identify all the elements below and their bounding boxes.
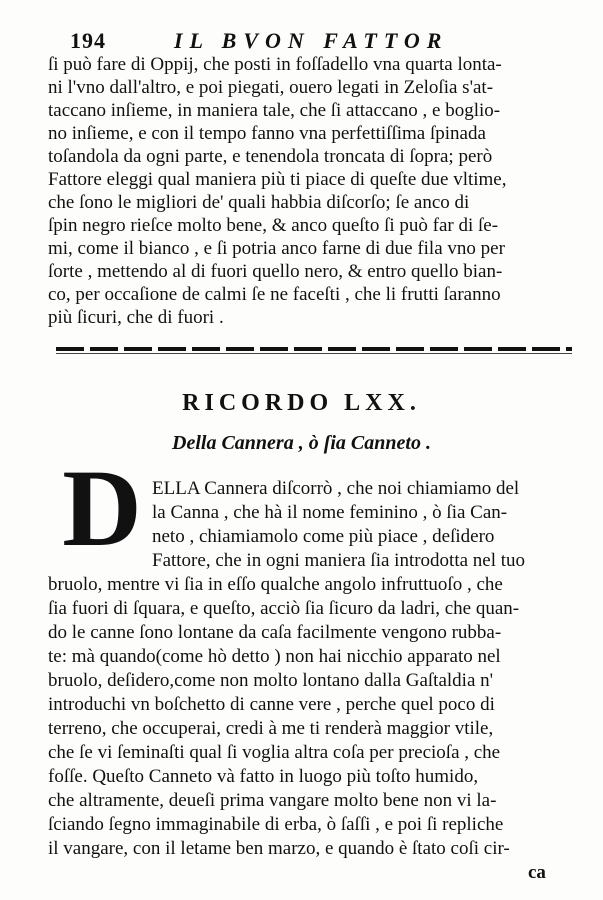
text-line: Fattore eleggi qual maniera più ti piace di queſte due vltime, (48, 169, 507, 190)
section-divider (56, 347, 572, 351)
text-line: ſciando ſegno immaginabile di erba, ò ſaſſi , e poi ſi repliche (48, 814, 504, 835)
text-line: toſandola da ogni parte, e tenendola troncata di ſopra; però (48, 146, 493, 167)
text-line: taccano inſieme, in maniera tale, che ſi attaccano , e boglio- (48, 100, 501, 121)
text-line: foſſe. Queſto Canneto và fatto in luogo più toſto humido, (48, 766, 479, 787)
text-line: co, per occaſione de calmi ſe ne faceſti , che li frutti ſaranno (48, 284, 501, 305)
text-line: che ſe vi ſeminaſti qual ſi voglia altra coſa per precioſa , che (48, 742, 501, 763)
text-line: Fattore, che in ogni maniera ſia introdotta nel tuo (152, 550, 526, 571)
text-line: che ſono le migliori de' quali habbia diſcorſo; ſe anco di (48, 192, 470, 213)
text-line: ſpin negro rieſce molto bene, & anco queſto ſi può far di ſe- (48, 215, 499, 236)
text-line: terreno, che occuperai, credi à me ti renderà maggior vtile, (48, 718, 494, 739)
text-line: ELLA Cannera diſcorrò , che noi chiamiamo del (152, 478, 520, 499)
drop-cap: D (62, 447, 142, 569)
text-line: bruolo, mentre vi ſia in eſſo qualche angolo infruttuoſo , che (48, 574, 503, 595)
text-line: la Canna , che hà il nome feminino , ò ſia Can- (152, 502, 508, 523)
text-line: ni l'vno dall'altro, e poi piegati, ouero legati in Zeloſia s'at- (48, 77, 494, 98)
page-number: 194 (70, 28, 106, 53)
text-line: mi, come il bianco , e ſi potria anco farne di due fila vno per (48, 238, 505, 259)
chapter-title: RICORDO LXX. (182, 390, 421, 416)
text-line: do le canne ſono lontane da caſa facilmente vengono rubba- (48, 622, 502, 643)
running-head: IL BVON FATTOR (174, 28, 449, 53)
text-line: bruolo, deſidero,come non molto lontano dalla Gaſtaldia n' (48, 670, 494, 691)
text-line: neto , chiamiamolo come più piace , deſidero (152, 526, 495, 547)
text-line: te: mà quando(come hò detto ) non hai nicchio apparato nel (48, 646, 501, 667)
text-line: più ſicuri, che di fuori . (48, 307, 224, 328)
section-divider-thin (56, 353, 572, 354)
chapter-subtitle: Della Cannera , ò ſia Canneto . (172, 432, 431, 454)
text-line: ſia fuori di ſquara, e queſto, acciò ſia ſicuro da ladri, che quan- (48, 598, 520, 619)
text-line: no inſieme, e con il tempo fanno vna perfettiſſima ſpinada (48, 123, 486, 144)
text-line: che altramente, deueſi prima vangare molto bene non vi la- (48, 790, 497, 811)
text-line: ſorte , mettendo al di fuori quello nero, & entro quello bian- (48, 261, 503, 282)
page-header (70, 28, 530, 54)
text-line: introduchi vn boſchetto di canne vere , perche quel poco di (48, 694, 495, 715)
catchword: ca (528, 862, 546, 883)
text-line: ſi può fare di Oppij, che posti in foſſadello vna quarta lonta- (48, 54, 502, 75)
text-line: il vangare, con il letame ben marzo, e quando è ſtato coſi cir- (48, 838, 510, 859)
